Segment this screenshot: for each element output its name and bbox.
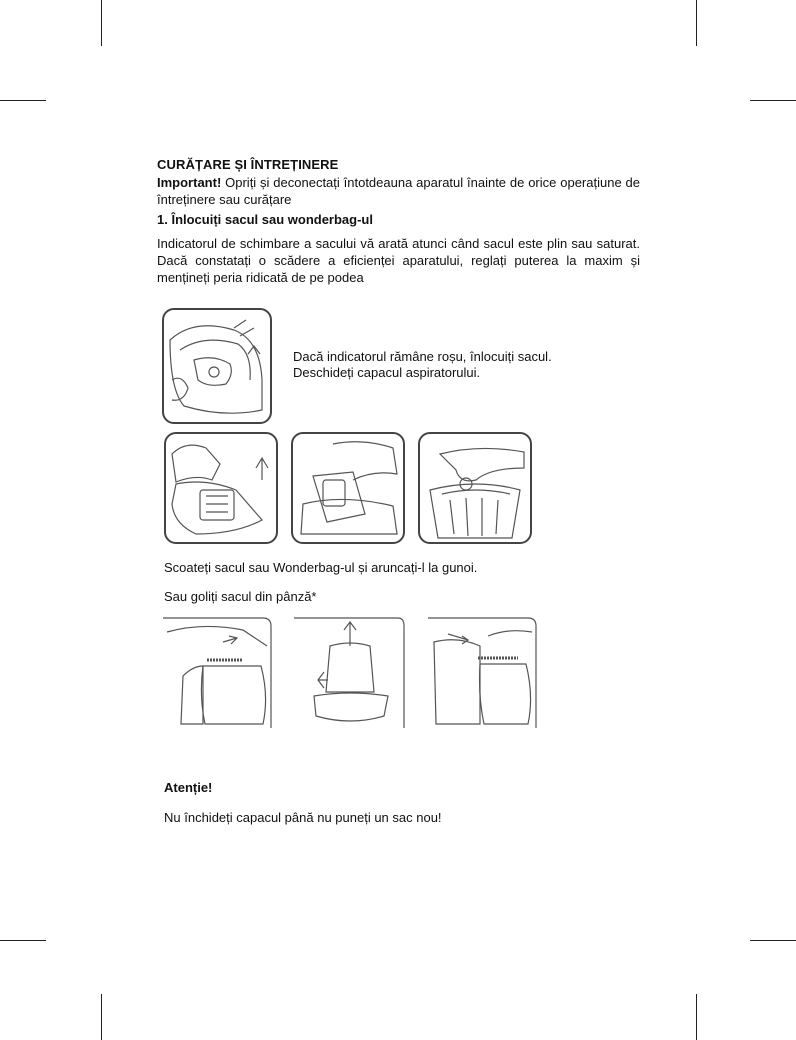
crop-mark: [696, 0, 697, 46]
indicator-caption: Dacă indicatorul rămâne roșu, înlocuiți sacul.: [293, 349, 552, 364]
crop-mark: [0, 940, 46, 941]
vacuum-indicator-illustration: [162, 308, 272, 424]
important-paragraph: [157, 174, 640, 208]
remove-bag-caption: Scoateți sacul sau Wonderbag-ul și aruncați-l la gunoi.: [164, 560, 478, 575]
crop-mark: [101, 994, 102, 1040]
section-title: CURĂȚARE ȘI ÎNTREȚINERE: [157, 157, 339, 172]
important-text: Opriți și deconectați întotdeauna aparatul înainte de orice operațiune de întreținere sau curățare: [157, 175, 640, 207]
step-title: 1. Înlocuiți sacul sau wonderbag-ul: [157, 212, 373, 227]
crop-mark: [750, 940, 796, 941]
empty-bag-caption: Sau goliți sacul din pânză*: [164, 589, 317, 604]
remove-bag-illustration: [291, 432, 405, 544]
open-lid-caption: Deschideți capacul aspiratorului.: [293, 365, 481, 380]
unclip-cloth-bag-illustration: [163, 616, 273, 728]
open-lid-illustration: [164, 432, 278, 544]
crop-mark: [101, 0, 102, 46]
important-label: Important!: [157, 175, 222, 190]
crop-mark: [0, 100, 46, 101]
warning-label: Atenție!: [164, 780, 213, 795]
crop-mark: [696, 994, 697, 1040]
warning-text: Nu închideți capacul până nu puneți un sac nou!: [164, 810, 442, 825]
discard-bag-illustration: [418, 432, 532, 544]
clip-cloth-bag-illustration: [428, 616, 538, 728]
step-paragraph: Indicatorul de schimbare a sacului vă arată atunci când sacul este plin sau saturat. Dacă constatați o scădere a eficienței aparatului, reglați puterea la maxim și mențineți peria ridicată de pe podea: [157, 236, 640, 285]
empty-cloth-bag-illustration: [294, 616, 406, 728]
crop-mark: [750, 100, 796, 101]
